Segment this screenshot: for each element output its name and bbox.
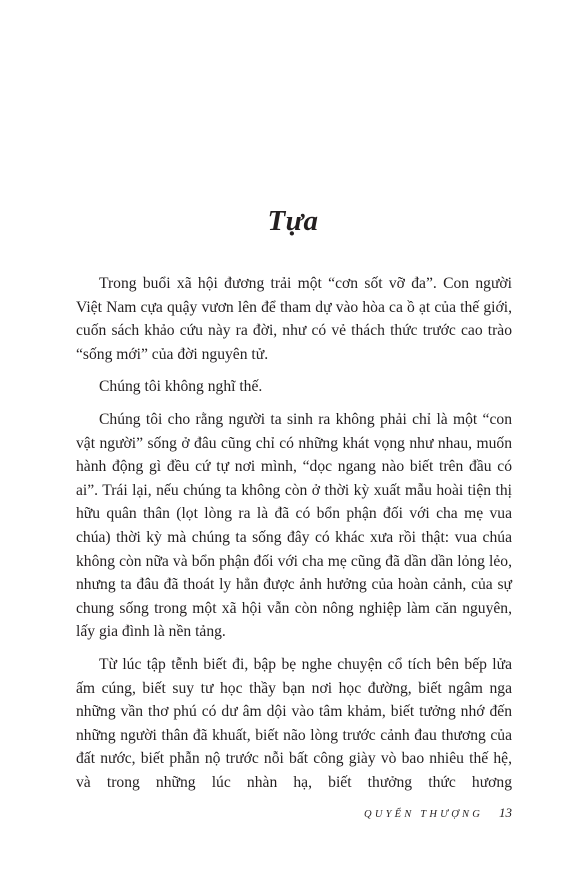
paragraph-1: Trong buổi xã hội đương trải một “cơn sốt vỡ đa”. Con người Việt Nam cựa quậy vươn lên để tham dự vào hòa ca ồ ạt của thế giới, cuốn sách khảo cứu này ra đời, như có vẻ thách thức trước cao trào “sống mới” của đời nguyên tử. xyxy=(76,275,512,363)
body-text xyxy=(76,272,512,794)
page-title: Tựa xyxy=(267,205,319,238)
footer-volume-label: QUYỂN THƯỢNG xyxy=(364,809,483,820)
paragraph-3: Chúng tôi cho rằng người ta sinh ra không phải chỉ là một “con vật người” sống ở đâu cũng chỉ có những khát vọng như nhau, muốn hành động gì đều cứ tự nơi mình, “dọc ngang nào biết trên đầu có ai”. Trái lại, nếu chúng ta không còn ở thời kỳ xuất mẫu hoài tiện thị hữu quân thân (lọt lòng ra là đã có bổn phận đối với cha mẹ vua chúa) thời kỳ mà chúng ta sống đây có khác xưa rồi thật: vua chúa không còn nữa và bổn phận đối với cha mẹ cũng đã dần dần lỏng lẻo, nhưng ta đâu đã thoát ly hẳn được ảnh hưởng của hoàn cảnh, của sự chung sống trong một xã hội vẫn còn nông nghiệp làm căn nguyên, lấy gia đình là nền tảng. xyxy=(76,410,512,641)
page-number: 13 xyxy=(499,805,512,820)
paragraph-2: Chúng tôi không nghĩ thế. xyxy=(99,378,263,396)
running-footer xyxy=(0,805,512,823)
paragraph-4: Từ lúc tập tễnh biết đi, bập bẹ nghe chuyện cổ tích bên bếp lửa ấm cúng, biết suy tư học thầy bạn nơi học đường, biết ngâm nga những vần thơ phú có dư âm dội vào tâm khảm, biết tưởng nhớ đến những người thân đã khuất, biết não lòng trước cảnh đau thương của đất nước, biết phẫn nộ trước nỗi bất công giày vò bao nhiêu thế hệ, và trong những lúc nhàn hạ, biết thưởng thức hương xyxy=(76,655,512,791)
